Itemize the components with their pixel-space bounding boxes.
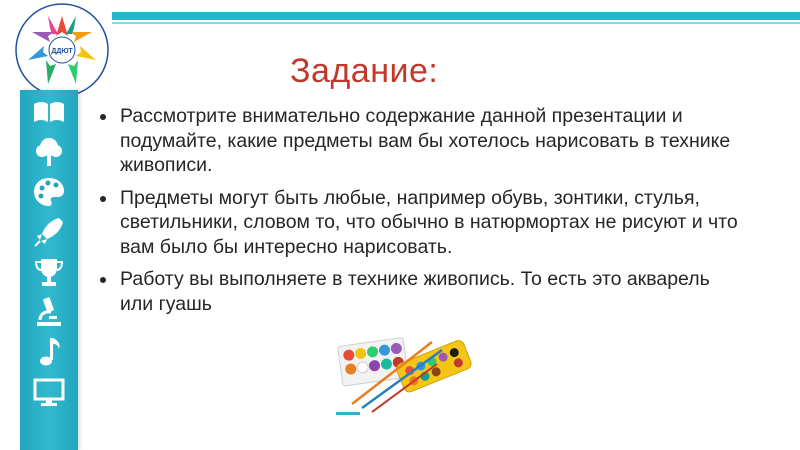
top-accent-bar (112, 12, 800, 20)
bullet-list (100, 104, 740, 316)
paints-illustration (332, 322, 472, 418)
microscope-icon (31, 294, 67, 330)
slide-content (100, 104, 740, 324)
computer-icon (31, 374, 67, 410)
bullet-item: • Предметы могут быть любые, например обувь, зонтики, стулья, светильники, словом то, что обычно в натюрмортах не рисуют и что вам было бы интересно нарисовать. (118, 186, 740, 260)
palette-icon (31, 174, 67, 210)
organization-logo (14, 2, 110, 98)
slide-title: Задание: (290, 52, 439, 90)
bullet-item: • Работу вы выполняете в технике живопись. То есть это акварель или гуашь (118, 267, 740, 316)
bullet-item: • Рассмотрите внимательно содержание данной презентации и подумайте, какие предметы вам бы хотелось нарисовать в технике живописи. (118, 104, 740, 178)
rocket-icon (31, 214, 67, 250)
logo-center-text: ДДЮТ (51, 48, 73, 55)
sidebar-icon-strip (20, 90, 78, 450)
tree-icon (31, 134, 67, 170)
book-icon (31, 94, 67, 130)
trophy-icon (31, 254, 67, 290)
top-accent-line (112, 22, 800, 24)
music-note-icon (31, 334, 67, 370)
